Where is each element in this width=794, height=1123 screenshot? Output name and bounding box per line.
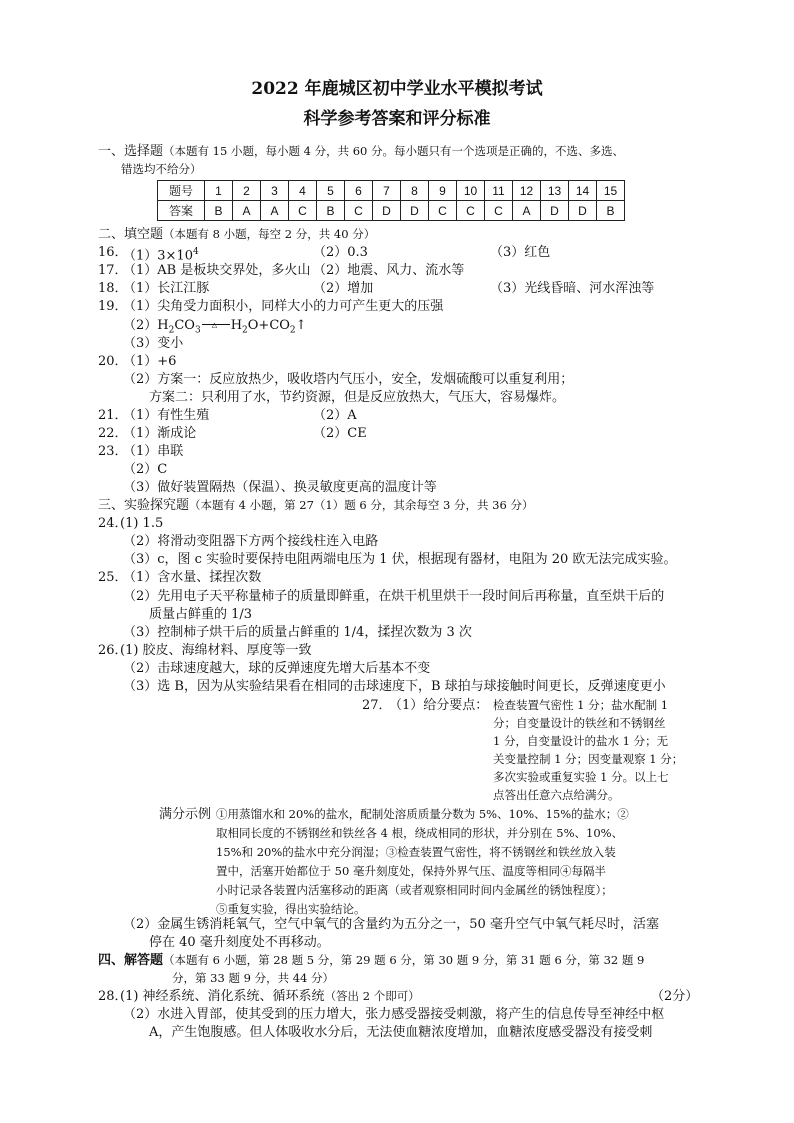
q26-answer-1: (1) 胶皮、海绵材料、厚度等一致	[120, 643, 312, 658]
q28-answer-2-cont: A，产生饱腹感。但人体吸收水分后，无法使血糖浓度增加，血糖浓度感受器没有接受刺	[149, 1025, 653, 1040]
q24-number: 24．	[98, 516, 128, 531]
q27-example-line: 小时记录各装置内活塞移动的距离（或者观察相同时间内金属丝的锈蚀程度）；	[216, 883, 613, 897]
q27-scoring-point: 分；自变量设计的铁丝和不锈钢丝	[493, 716, 666, 730]
table-header-answer: 答案	[158, 201, 205, 221]
q17-answer-1: （1）AB 是板块交界处，多火山	[123, 263, 311, 278]
q27-example-line: 置中，活塞开始都位于 50 毫升刻度处，保持外界气压、温度等相同④每隔半	[216, 864, 606, 878]
q23-number: 23．	[98, 444, 128, 459]
q20-number: 20．	[98, 354, 128, 369]
table-cell-number: 4	[289, 181, 317, 201]
section1-heading-line	[98, 142, 624, 161]
table-cell-number: 10	[457, 181, 485, 201]
q26-answer-2: （2）击球速度越大，球的反弹速度先增大后基本不变	[123, 661, 431, 676]
q27-example-label: 满分示例	[159, 807, 212, 822]
q20-answer-2-cont: 方案二：只利用了水，节约资源，但是反应放热大，气压大，容易爆炸。	[149, 390, 566, 405]
q16-answer-2: （2）0.3	[313, 245, 368, 260]
answer-table-numbers-row	[158, 181, 625, 201]
q20-answer-2: （2）方案一：反应放热少，吸收塔内气压小，安全，发烟硫酸可以重复利用；	[123, 372, 574, 387]
table-cell-number: 9	[429, 181, 457, 201]
q27-answer-1-lead: （1）给分要点：	[389, 698, 489, 713]
q17-number: 17．	[98, 263, 128, 278]
table-cell-number: 2	[233, 181, 261, 201]
q21-answer-1: （1）有性生殖	[123, 408, 210, 423]
q19-answer-2-equation: $(2)H_2CO_3$ △ $H_2O+CO_2↑$	[123, 318, 307, 336]
section2-heading: 二、填空题	[98, 227, 164, 242]
q24-answer-3: （3）c，图 c 实验时要保持电阻两端电压为 1 伏，根据现有器材，电阻为 20 欧无法完成实验。	[123, 552, 677, 567]
q28-answer-2: （2）水进入胃部，使其受到的压力增大，张力感受器接受刺激，将产生的信息传导至神经中枢	[123, 1007, 665, 1022]
q23-answer-3: （3）做好装置隔热（保温）、换灵敏度更高的温度计等	[123, 480, 437, 495]
q27-answer-2-cont: 停在 40 毫升刻度处不再移动。	[149, 935, 330, 950]
q25-answer-1: （1）含水量、揉捏次数	[123, 570, 262, 585]
section1-note-cont: 错选均不给分）	[121, 162, 202, 176]
table-cell-answer: A	[513, 201, 541, 221]
q28-answer-1: (1) 神经系统、消化系统、循环系统（答出 2 个即可）	[120, 989, 420, 1004]
table-cell-number: 7	[373, 181, 401, 201]
q19-answer-1: （1）尖角受力面积小，同样大小的力可产生更大的压强	[123, 299, 444, 314]
reaction-arrow: △	[202, 324, 230, 325]
section2-heading-line	[98, 225, 375, 244]
q22-answer-2: （2）CE	[313, 426, 367, 441]
q23-answer-1: （1）串联	[123, 444, 184, 459]
answer-table	[157, 180, 625, 221]
table-cell-number: 8	[401, 181, 429, 201]
section4-heading-line	[98, 951, 644, 970]
q16-answer-3: （3）红色	[490, 245, 551, 260]
q16-number: 16．	[98, 245, 128, 260]
q21-answer-2: （2）A	[313, 408, 357, 423]
answer-table-answers-row	[158, 201, 625, 221]
q27-scoring-point: 关变量控制 1 分；因变量观察 1 分；	[493, 752, 684, 766]
q22-number: 22．	[98, 426, 128, 441]
q27-scoring-point: 多次实验或重复实验 1 分。以上七	[493, 770, 669, 784]
q28-number: 28．	[98, 989, 128, 1004]
q18-answer-2: （2）增加	[313, 281, 374, 296]
q27-example-line: 取相同长度的不锈钢丝和铁丝各 4 根，绕成相同的形状，并分别在 5%、10%、	[216, 826, 624, 840]
q18-answer-3: （3）光线昏暗、河水浑浊等	[490, 281, 655, 296]
table-cell-answer: D	[373, 201, 401, 221]
table-cell-number: 14	[569, 181, 597, 201]
q19-number: 19．	[98, 299, 128, 314]
page-subtitle: 科学参考答案和评分标准	[303, 109, 491, 129]
q27-answer-2: （2）金属生锈消耗氧气，空气中氧气的含量约为五分之一，50 毫升空气中氧气耗尽时，活塞	[123, 917, 659, 932]
table-cell-answer: C	[289, 201, 317, 221]
q25-answer-3: （3）控制柿子烘干后的质量占鲜重的 1/4，揉捏次数为 3 次	[123, 625, 472, 640]
q27-example-line: 15%和 20%的盐水中充分润湿；③检查装置气密性，将不锈钢丝和铁丝放入装	[216, 845, 616, 859]
table-cell-answer: B	[317, 201, 345, 221]
q25-answer-2: （2）先用电子天平称量柿子的质量即鲜重，在烘干机里烘干一段时间后再称量，直至烘干后的	[123, 589, 665, 604]
table-cell-number: 13	[541, 181, 569, 201]
q27-scoring-point: 点答出任意六点给满分。	[493, 788, 620, 802]
q16-answer-1: $(1)3\times 10^4$	[123, 247, 199, 264]
table-cell-number: 1	[205, 181, 233, 201]
table-cell-answer: B	[597, 201, 625, 221]
table-cell-number: 5	[317, 181, 345, 201]
section2-note: （本题有 8 小题，每空 2 分，共 40 分）	[163, 227, 376, 241]
q17-answer-2: （2）地震、风力、流水等	[313, 263, 465, 278]
q27-number: 27．	[362, 698, 392, 713]
q25-number: 25．	[98, 570, 128, 585]
table-cell-answer: C	[485, 201, 513, 221]
q27-example-line: ⑤重复实验，得出实验结论。	[216, 902, 366, 916]
section3-note: （本题有 4 小题，第 27（1）题 6 分，其余每空 3 分，共 36 分）	[189, 498, 534, 512]
q24-answer-2: （2）将滑动变阻器下方两个接线柱连入电路	[123, 534, 379, 549]
table-cell-answer: A	[261, 201, 289, 221]
q27-example-line: ①用蒸馏水和 20%的盐水，配制处溶质质量分数为 5%、10%、15%的盐水；②	[216, 807, 629, 821]
q27-scoring-point: 检查装置气密性 1 分；盐水配制 1	[493, 698, 669, 712]
table-cell-answer: D	[541, 201, 569, 221]
section3-heading: 三、实验探究题	[98, 498, 190, 513]
section4-heading: 四、解答题	[98, 953, 164, 968]
q21-number: 21．	[98, 408, 128, 423]
table-cell-answer: A	[233, 201, 261, 221]
table-cell-answer: C	[457, 201, 485, 221]
table-cell-answer: B	[205, 201, 233, 221]
q22-answer-1: （1）渐成论	[123, 426, 197, 441]
section4-note: （本题有 6 小题，第 28 题 5 分，第 29 题 6 分，第 30 题 9 分，第 31 题 6 分，第 32 题 9	[163, 953, 645, 967]
q18-number: 18．	[98, 281, 128, 296]
section4-note-cont: 分，第 33 题 9 分，共 44 分）	[172, 971, 335, 985]
q26-answer-3: （3）选 B，因为从实验结果看在相同的击球速度下，B 球拍与球接触时间更长，反弹速度更小	[123, 679, 666, 694]
q26-number: 26．	[98, 643, 128, 658]
q27-scoring-point: 1 分，自变量设计的盐水 1 分；无	[493, 734, 669, 748]
table-cell-number: 6	[345, 181, 373, 201]
table-cell-number: 15	[597, 181, 625, 201]
q25-answer-2-cont: 质量占鲜重的 1/3	[149, 607, 253, 622]
section3-heading-line	[98, 496, 533, 515]
table-cell-answer: C	[429, 201, 457, 221]
table-cell-answer: C	[345, 201, 373, 221]
table-cell-number: 11	[485, 181, 513, 201]
table-cell-answer: D	[401, 201, 429, 221]
table-cell-answer: D	[569, 201, 597, 221]
q19-answer-3: （3）变小	[123, 336, 184, 351]
table-header-number: 题号	[158, 181, 205, 201]
q24-answer-1: (1) 1.5	[120, 516, 164, 531]
table-cell-number: 12	[513, 181, 541, 201]
page-title: 2022 年鹿城区初中学业水平模拟考试	[251, 79, 543, 99]
q23-answer-2: （2）C	[123, 462, 168, 477]
q20-answer-1: （1）+6	[123, 354, 177, 369]
table-cell-number: 3	[261, 181, 289, 201]
q18-answer-1: （1）长江江豚	[123, 281, 210, 296]
section1-note: （本题有 15 小题，每小题 4 分，共 60 分。每小题只有一个选项是正确的，不选、多选、	[163, 144, 625, 158]
q28-score: （2分）	[651, 989, 699, 1004]
section1-heading: 一、选择题	[98, 144, 164, 159]
